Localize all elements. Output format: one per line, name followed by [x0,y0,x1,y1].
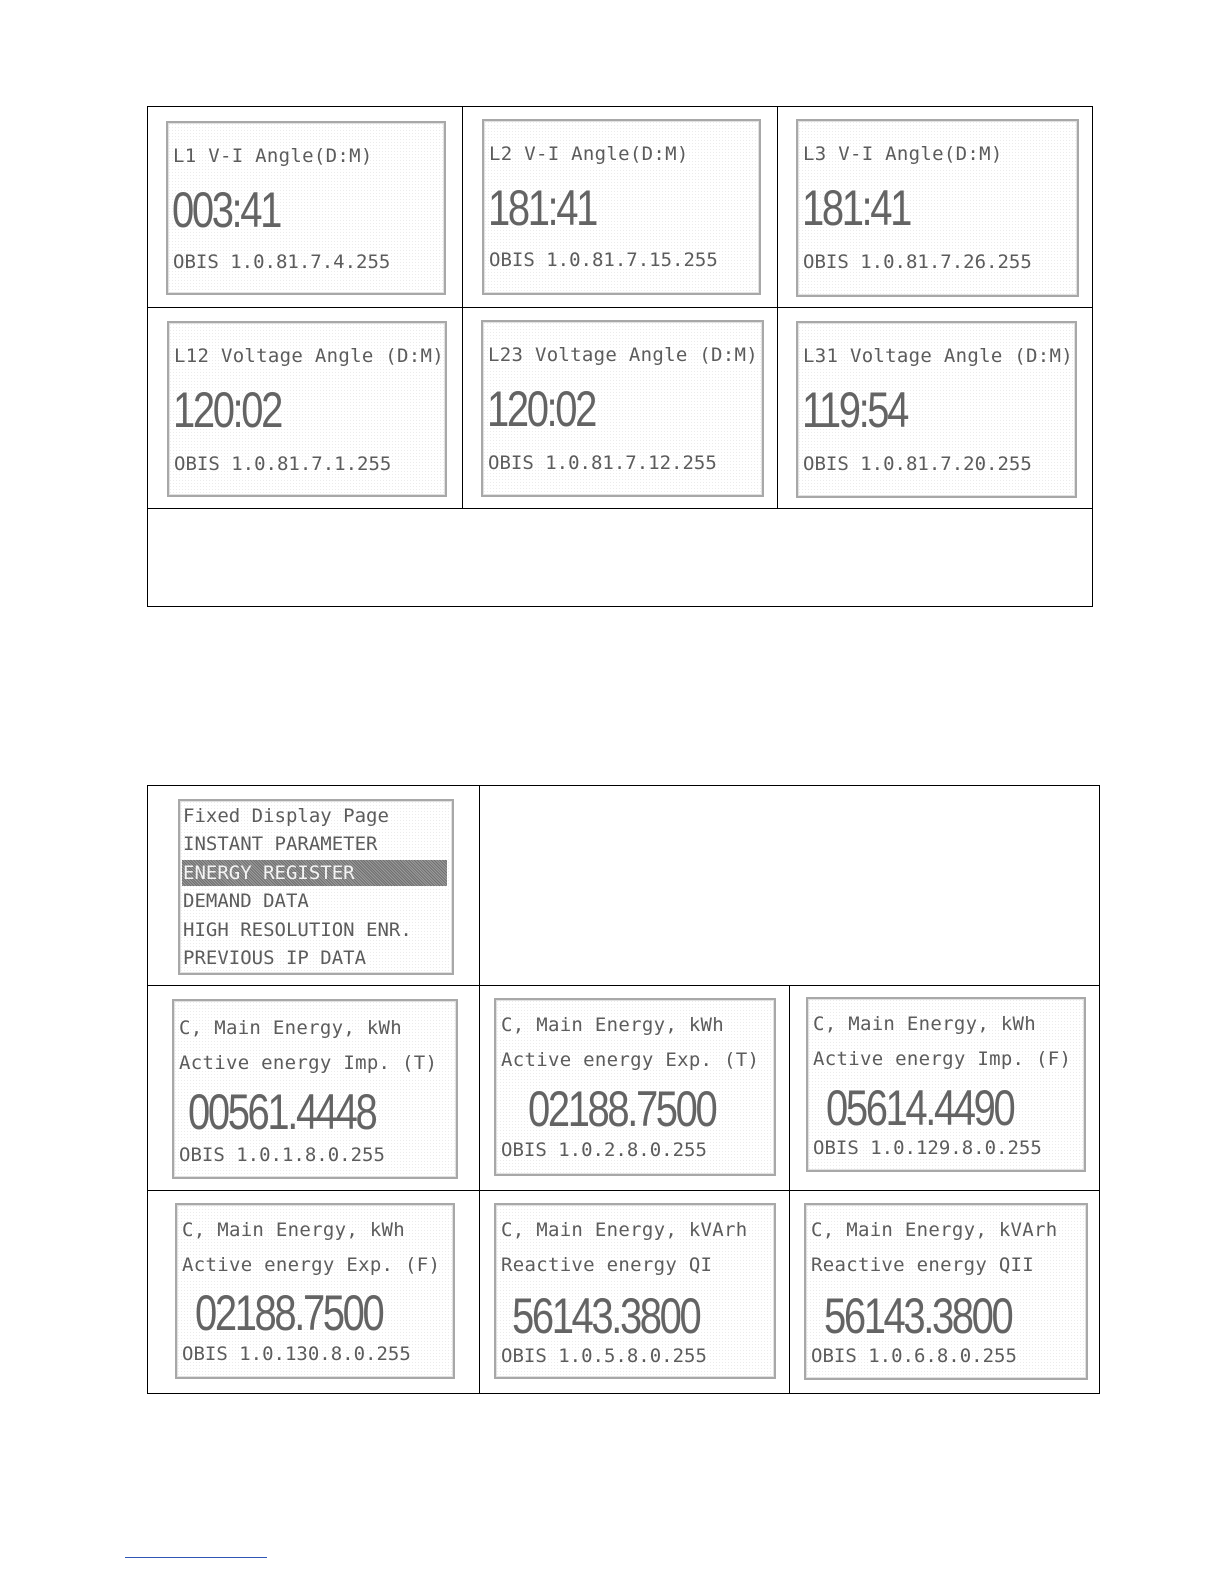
lcd-screen-l12-voltage-angle [167,321,447,497]
display-header: C, Main Energy, kVArh [811,1219,1058,1241]
display-value: 00561.4448 [188,1084,376,1140]
obis-code: OBIS 1.0.2.8.0.255 [501,1139,707,1161]
obis-code: OBIS 1.0.81.7.12.255 [488,452,717,474]
energy-cell-reactive-qi [480,1191,790,1394]
angle-cell-l23 [463,308,778,509]
menu-item-fixed-display-page[interactable]: Fixed Display Page [183,805,389,827]
energy-cell-active-exp-t [480,986,790,1191]
empty-description-cell [480,786,1100,986]
lcd-menu-screen [178,799,454,975]
display-header: C, Main Energy, kWh [501,1014,725,1036]
obis-code: OBIS 1.0.6.8.0.255 [811,1345,1017,1367]
lcd-screen-active-energy-imp-t [172,999,458,1179]
display-value: 003:41 [172,182,280,238]
display-title: Reactive energy QII [811,1254,1035,1276]
obis-code: OBIS 1.0.81.7.1.255 [174,453,392,475]
angle-cell-l2 [463,107,778,308]
display-title: Active energy Imp. (T) [179,1052,438,1074]
obis-code: OBIS 1.0.81.7.15.255 [489,249,718,271]
lcd-screen-active-energy-exp-f [175,1203,455,1379]
display-header: C, Main Energy, kWh [813,1013,1037,1035]
angle-cell-l3 [778,107,1093,308]
lcd-screen-l2-vi-angle [482,119,761,295]
menu-item-previous-ip-data[interactable]: PREVIOUS IP DATA [183,947,367,969]
empty-caption-cell [148,509,1093,607]
obis-code: OBIS 1.0.129.8.0.255 [813,1137,1042,1159]
menu-item-instant-parameter[interactable]: INSTANT PARAMETER [183,833,378,855]
display-title: Reactive energy QI [501,1254,713,1276]
display-title: Active energy Imp. (F) [813,1048,1072,1070]
display-title: L12 Voltage Angle (D:M) [174,345,444,367]
display-value: 181:41 [488,180,596,236]
lcd-screen-l23-voltage-angle [481,320,764,497]
display-value: 119:54 [802,382,907,438]
display-value: 56143.3800 [824,1288,1012,1344]
obis-code: OBIS 1.0.5.8.0.255 [501,1345,707,1367]
menu-cell [148,786,480,986]
menu-item-energy-register[interactable]: ENERGY REGISTER [182,860,447,886]
display-value: 02188.7500 [195,1285,383,1341]
lcd-screen-l1-vi-angle [166,121,446,295]
display-title: Active energy Exp. (F) [182,1254,441,1276]
angle-cell-l1 [148,107,463,308]
energy-cell-active-imp-t [148,986,480,1191]
footnote-separator [125,1557,267,1558]
display-header: C, Main Energy, kWh [182,1219,406,1241]
obis-code: OBIS 1.0.81.7.26.255 [803,251,1032,273]
lcd-screen-active-energy-imp-f [806,997,1086,1172]
obis-code: OBIS 1.0.81.7.20.255 [803,453,1032,475]
display-title: L31 Voltage Angle (D:M) [803,345,1073,367]
display-value: 120:02 [487,381,595,437]
display-header: C, Main Energy, kVArh [501,1219,748,1241]
angle-display-table [147,106,1093,607]
display-value: 120:02 [173,382,281,438]
obis-code: OBIS 1.0.130.8.0.255 [182,1343,411,1365]
energy-cell-reactive-qii [790,1191,1100,1394]
angle-cell-l31 [778,308,1093,509]
menu-item-demand-data[interactable]: DEMAND DATA [183,890,309,912]
angle-cell-l12 [148,308,463,509]
lcd-screen-l3-vi-angle [796,119,1079,297]
lcd-screen-reactive-energy-qii [804,1203,1088,1380]
energy-cell-active-exp-f [148,1191,480,1394]
lcd-screen-reactive-energy-qi [494,1203,776,1379]
display-title: L23 Voltage Angle (D:M) [488,344,758,366]
display-title: L3 V-I Angle(D:M) [803,143,1003,165]
display-value: 181:41 [802,180,910,236]
display-value: 56143.3800 [512,1288,700,1344]
lcd-screen-active-energy-exp-t [494,998,776,1176]
display-value: 02188.7500 [528,1081,716,1137]
display-title: L1 V-I Angle(D:M) [173,145,373,167]
display-title: Active energy Exp. (T) [501,1049,760,1071]
energy-cell-active-imp-f [790,986,1100,1191]
display-title: L2 V-I Angle(D:M) [489,143,689,165]
obis-code: OBIS 1.0.81.7.4.255 [173,251,391,273]
lcd-screen-l31-voltage-angle [796,321,1077,498]
obis-code: OBIS 1.0.1.8.0.255 [179,1144,385,1166]
display-header: C, Main Energy, kWh [179,1017,403,1039]
display-value: 05614.4490 [826,1080,1014,1136]
energy-register-table [147,785,1100,1394]
menu-item-high-resolution-enr[interactable]: HIGH RESOLUTION ENR. [183,919,412,941]
